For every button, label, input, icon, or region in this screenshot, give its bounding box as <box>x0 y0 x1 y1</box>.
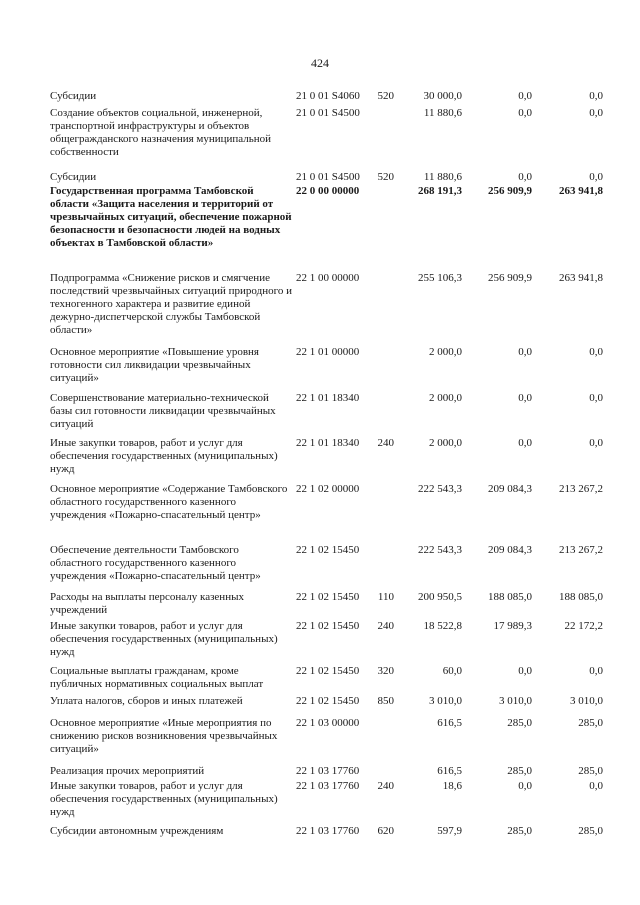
table-row <box>0 780 640 822</box>
row-value-1: 30 000,0 <box>423 90 462 102</box>
row-name: Субсидии <box>50 171 97 183</box>
row-value-3: 0,0 <box>589 346 603 358</box>
row-value-3: 263 941,8 <box>559 272 603 284</box>
row-value-2: 3 010,0 <box>499 695 532 707</box>
table-row <box>0 544 640 586</box>
row-value-1: 11 880,6 <box>423 171 462 183</box>
row-name: Основное мероприятие «Иные мероприятия по снижению рисков возникновения чрезвычайных ситуаций» <box>50 717 278 755</box>
row-value-1: 2 000,0 <box>429 346 462 358</box>
table-row <box>0 185 640 267</box>
row-type: 240 <box>377 620 394 632</box>
row-value-3: 0,0 <box>589 437 603 449</box>
row-value-1: 2 000,0 <box>429 437 462 449</box>
table-row <box>0 665 640 693</box>
row-value-1: 18,6 <box>442 780 462 792</box>
row-name: Уплата налогов, сборов и иных платежей <box>50 695 243 707</box>
row-code: 22 1 01 18340 <box>296 392 360 404</box>
row-value-3: 3 010,0 <box>570 695 603 707</box>
row-value-2: 285,0 <box>507 765 532 777</box>
row-code: 22 1 02 15450 <box>296 695 360 707</box>
row-value-1: 18 522,8 <box>423 620 462 632</box>
row-value-2: 285,0 <box>507 825 532 837</box>
row-value-1: 3 010,0 <box>429 695 462 707</box>
row-value-2: 0,0 <box>518 107 532 119</box>
table-row <box>0 825 640 839</box>
table-row <box>0 392 640 434</box>
row-value-3: 22 172,2 <box>564 620 603 632</box>
page-number: 424 <box>311 56 329 70</box>
row-value-3: 285,0 <box>578 765 603 777</box>
row-code: 21 0 01 S4500 <box>296 107 360 119</box>
row-code: 22 1 03 17760 <box>296 780 360 792</box>
row-type: 240 <box>377 780 394 792</box>
row-code: 21 0 01 S4060 <box>296 90 360 102</box>
row-name: Субсидии <box>50 90 97 102</box>
row-type: 850 <box>377 695 394 707</box>
row-value-3: 0,0 <box>589 90 603 102</box>
row-code: 22 1 01 00000 <box>296 346 360 358</box>
row-code: 22 1 02 15450 <box>296 620 360 632</box>
row-code: 22 1 00 00000 <box>296 272 360 284</box>
row-code: 22 1 02 15450 <box>296 544 360 556</box>
row-value-3: 0,0 <box>589 171 603 183</box>
row-type: 240 <box>377 437 394 449</box>
row-value-3: 0,0 <box>589 107 603 119</box>
row-name: Иные закупки товаров, работ и услуг для обеспечения государственных (муниципальных) нужд <box>50 437 278 475</box>
row-code: 22 1 03 17760 <box>296 825 360 837</box>
row-name: Основное мероприятие «Повышение уровня готовности сил ликвидации чрезвычайных ситуаций» <box>50 346 259 384</box>
row-value-1: 255 106,3 <box>418 272 462 284</box>
row-value-1: 11 880,6 <box>423 107 462 119</box>
row-code: 22 1 02 15450 <box>296 665 360 677</box>
row-value-3: 263 941,8 <box>559 185 603 197</box>
row-code: 22 0 00 00000 <box>296 185 360 197</box>
row-value-3: 213 267,2 <box>559 544 603 556</box>
row-value-1: 200 950,5 <box>418 591 462 603</box>
row-name: Иные закупки товаров, работ и услуг для обеспечения государственных (муниципальных) нужд <box>50 620 278 658</box>
row-value-2: 0,0 <box>518 437 532 449</box>
row-code: 21 0 01 S4500 <box>296 171 360 183</box>
row-value-1: 616,5 <box>437 717 462 729</box>
row-name: Реализация прочих мероприятий <box>50 765 205 777</box>
row-value-3: 188 085,0 <box>559 591 603 603</box>
row-value-2: 285,0 <box>507 717 532 729</box>
row-value-2: 0,0 <box>518 665 532 677</box>
row-value-1: 222 543,3 <box>418 544 462 556</box>
table-row <box>0 171 640 185</box>
row-value-2: 0,0 <box>518 171 532 183</box>
row-name: Подпрограмма «Снижение рисков и смягчение последствий чрезвычайных ситуаций природного и техногенного характера и развитие единой дежурно-диспетчерской службы Тамбовской области» <box>50 272 292 336</box>
row-code: 22 1 03 17760 <box>296 765 360 777</box>
row-name: Обеспечение деятельности Тамбовского областного государственного казенного учреждения «Пожарно-спасательный центр» <box>50 544 261 582</box>
row-type: 520 <box>377 171 394 183</box>
row-code: 22 1 03 00000 <box>296 717 360 729</box>
row-type: 620 <box>377 825 394 837</box>
row-name: Социальные выплаты гражданам, кроме публичных нормативных социальных выплат <box>50 665 264 690</box>
table-row <box>0 620 640 662</box>
row-code: 22 1 02 15450 <box>296 591 360 603</box>
row-value-2: 256 909,9 <box>488 185 532 197</box>
table-row <box>0 695 640 709</box>
row-name: Иные закупки товаров, работ и услуг для обеспечения государственных (муниципальных) нужд <box>50 780 278 818</box>
row-value-3: 0,0 <box>589 780 603 792</box>
row-name: Субсидии автономным учреждениям <box>50 825 224 837</box>
row-value-2: 0,0 <box>518 780 532 792</box>
row-value-1: 597,9 <box>437 825 462 837</box>
row-value-1: 2 000,0 <box>429 392 462 404</box>
row-name: Создание объектов социальной, инженерной, транспортной инфраструктуры и объектов общегражданского назначения муниципальной собственности <box>50 107 272 158</box>
row-type: 520 <box>377 90 394 102</box>
row-name: Расходы на выплаты персоналу казенных учреждений <box>50 591 244 616</box>
row-value-2: 0,0 <box>518 392 532 404</box>
table-row <box>0 483 640 539</box>
table-row <box>0 437 640 479</box>
table-row <box>0 107 640 163</box>
row-value-1: 616,5 <box>437 765 462 777</box>
row-code: 22 1 01 18340 <box>296 437 360 449</box>
row-value-3: 213 267,2 <box>559 483 603 495</box>
row-value-2: 209 084,3 <box>488 483 532 495</box>
row-value-3: 0,0 <box>589 665 603 677</box>
row-value-2: 0,0 <box>518 346 532 358</box>
row-value-1: 60,0 <box>442 665 462 677</box>
row-value-1: 222 543,3 <box>418 483 462 495</box>
table-row <box>0 717 640 759</box>
row-value-2: 209 084,3 <box>488 544 532 556</box>
table-row <box>0 272 640 342</box>
row-value-3: 0,0 <box>589 392 603 404</box>
row-value-2: 17 989,3 <box>493 620 532 632</box>
row-name: Основное мероприятие «Содержание Тамбовского областного государственного казенного учреждения «Пожарно-спасательный центр» <box>50 483 288 521</box>
row-value-2: 0,0 <box>518 90 532 102</box>
row-value-1: 268 191,3 <box>418 185 462 197</box>
row-type: 320 <box>377 665 394 677</box>
row-value-3: 285,0 <box>578 717 603 729</box>
row-code: 22 1 02 00000 <box>296 483 360 495</box>
table-row <box>0 346 640 388</box>
row-name: Совершенствование материально-технической базы сил готовности ликвидации чрезвычайных ситуаций <box>50 392 276 430</box>
row-value-2: 188 085,0 <box>488 591 532 603</box>
table-row <box>0 90 640 104</box>
table-row <box>0 591 640 619</box>
row-value-2: 256 909,9 <box>488 272 532 284</box>
row-value-3: 285,0 <box>578 825 603 837</box>
table-row <box>0 765 640 779</box>
row-name: Государственная программа Тамбовской области «Защита населения и территорий от чрезвычайных ситуаций, обеспечение пожарной безопасности и безопасности людей на водных объектах в Тамбовской области» <box>50 185 292 249</box>
row-type: 110 <box>377 591 394 603</box>
